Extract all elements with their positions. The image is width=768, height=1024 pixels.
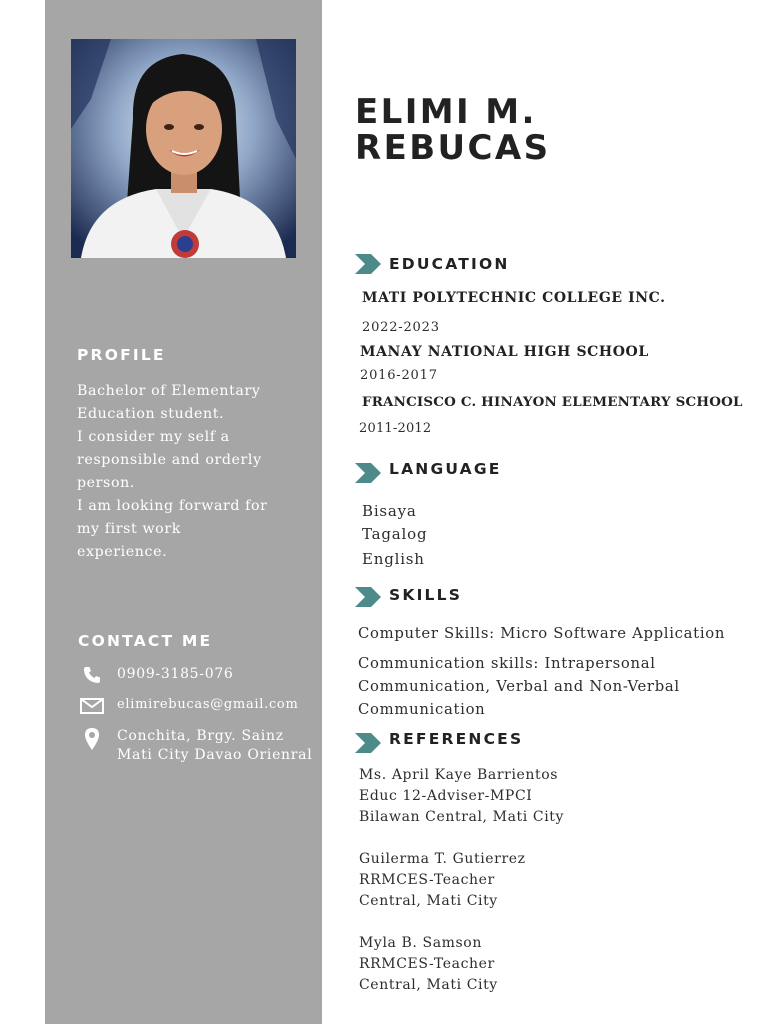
chevron-arrow-icon bbox=[355, 463, 381, 483]
address-line-2: Mati City Davao Orienral bbox=[117, 746, 313, 763]
reference-role: RRMCES-Teacher bbox=[359, 872, 495, 888]
email-address: elimirebucas@gmail.com bbox=[117, 697, 299, 712]
reference-role: Educ 12-Adviser-MPCI bbox=[359, 788, 533, 804]
school-years: 2011-2012 bbox=[359, 421, 432, 436]
reference-name: Myla B. Samson bbox=[359, 935, 482, 951]
name-line-1: ELIMI M. bbox=[355, 92, 537, 132]
skills-title: SKILLS bbox=[389, 585, 463, 604]
language-title: LANGUAGE bbox=[389, 460, 502, 478]
education-heading bbox=[355, 254, 510, 274]
address-line-1: Conchita, Brgy. Sainz bbox=[117, 728, 284, 744]
profile-line: responsible and orderly bbox=[77, 452, 262, 468]
profile-photo bbox=[71, 39, 296, 258]
address bbox=[117, 727, 312, 764]
contact-address bbox=[79, 727, 312, 764]
school-name: MANAY NATIONAL HIGH SCHOOL bbox=[360, 344, 649, 360]
language-item: Bisaya bbox=[362, 502, 417, 520]
references-heading bbox=[355, 730, 524, 753]
education-title: EDUCATION bbox=[389, 255, 510, 273]
resume-name bbox=[355, 94, 550, 166]
profile-line: I am looking forward for bbox=[77, 498, 268, 514]
phone-icon bbox=[79, 665, 105, 685]
name-line-2: REBUCAS bbox=[355, 128, 551, 168]
contact-heading: CONTACT ME bbox=[78, 632, 213, 650]
profile-line: person. bbox=[77, 475, 135, 491]
skill-item: Computer Skills: Micro Software Application bbox=[358, 625, 726, 642]
reference-role: RRMCES-Teacher bbox=[359, 956, 495, 972]
reference-place: Central, Mati City bbox=[359, 893, 498, 909]
profile-heading: PROFILE bbox=[77, 346, 166, 364]
chevron-arrow-icon bbox=[355, 733, 381, 753]
school-name: FRANCISCO C. HINAYON ELEMENTARY SCHOOL bbox=[362, 394, 743, 410]
reference-entry bbox=[359, 849, 564, 912]
language-item: English bbox=[362, 550, 425, 568]
reference-entry bbox=[359, 765, 564, 828]
language-item: Tagalog bbox=[362, 525, 428, 543]
profile-line: I consider my self a bbox=[77, 429, 230, 445]
contact-email bbox=[79, 696, 298, 716]
reference-name: Ms. April Kaye Barrientos bbox=[359, 767, 559, 783]
map-pin-icon bbox=[79, 727, 105, 751]
chevron-arrow-icon bbox=[355, 254, 381, 274]
reference-place: Bilawan Central, Mati City bbox=[359, 809, 565, 825]
reference-name: Guilerma T. Gutierrez bbox=[359, 851, 526, 867]
school-name: MATI POLYTECHNIC COLLEGE INC. bbox=[362, 290, 666, 306]
school-years: 2016-2017 bbox=[360, 368, 438, 383]
profile-description bbox=[77, 380, 292, 564]
profile-line: experience. bbox=[77, 544, 168, 560]
profile-line: Education student. bbox=[77, 406, 225, 422]
profile-line: my first work bbox=[77, 521, 181, 537]
skills-heading bbox=[355, 587, 462, 607]
language-heading bbox=[355, 460, 502, 483]
phone-number: 0909-3185-076 bbox=[117, 666, 234, 682]
references-list bbox=[359, 765, 564, 1017]
contact-phone bbox=[79, 665, 234, 685]
references-title: REFERENCES bbox=[389, 730, 524, 748]
profile-line: Bachelor of Elementary bbox=[77, 383, 261, 399]
skill-item: Communication skills: Intrapersonal Communication, Verbal and Non-Verbal Communication bbox=[358, 655, 680, 718]
chevron-arrow-icon bbox=[355, 587, 381, 607]
reference-entry bbox=[359, 933, 564, 996]
envelope-icon bbox=[79, 696, 105, 716]
reference-place: Central, Mati City bbox=[359, 977, 498, 993]
school-years: 2022-2023 bbox=[362, 320, 440, 335]
